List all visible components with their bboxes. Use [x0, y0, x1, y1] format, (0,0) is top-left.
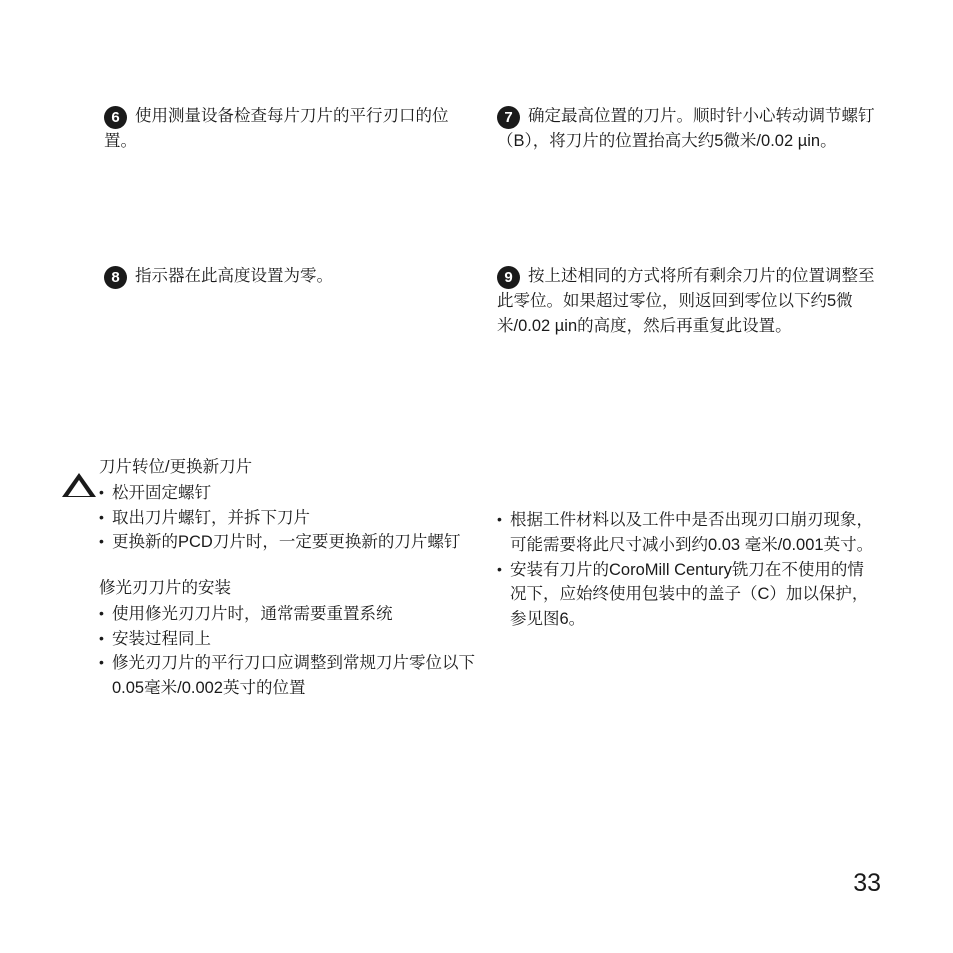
list-item: • 安装有刀片的CoroMill Century铣刀在不使用的情况下，应始终使用包装中的盖子（C）加以保护，参见图6。	[497, 558, 877, 632]
step-number-badge: 7	[497, 106, 520, 129]
step-text: 按上述相同的方式将所有剩余刀片的位置调整至此零位。如果超过零位，则返回到零位以下约5微米/0.02 µin的高度，然后再重复此设置。	[497, 267, 875, 336]
warning-bullet-list-1	[99, 481, 482, 555]
list-item: • 取出刀片螺钉，并拆下刀片	[99, 506, 482, 531]
step-text: 确定最高位置的刀片。顺时针小心转动调节螺钉（B），将刀片的位置抬高大约5微米/0.02 µin。	[497, 107, 875, 151]
step-text: 指示器在此高度设置为零。	[135, 267, 333, 285]
list-item: • 更换新的PCD刀片时，一定要更换新的刀片螺钉	[99, 530, 482, 555]
list-item: • 修光刃刀片的平行刀口应调整到常规刀片零位以下0.05毫米/0.002英寸的位置	[99, 651, 482, 701]
step-item-8	[104, 264, 474, 289]
right-bullet-list	[497, 508, 877, 632]
warning-bullet-list-2	[99, 602, 482, 701]
warning-heading-2: 修光刃刀片的安装	[99, 579, 231, 597]
list-item: • 使用修光刃刀片时，通常需要重置系统	[99, 602, 482, 627]
step-item-6	[104, 104, 474, 154]
warning-section	[62, 455, 482, 701]
step-text: 使用测量设备检查每片刀片的平行刃口的位置。	[104, 107, 449, 151]
step-item-7	[497, 104, 875, 154]
list-item: • 安装过程同上	[99, 627, 482, 652]
right-column-notes	[497, 508, 877, 632]
warning-body	[99, 455, 482, 701]
step-item-9	[497, 264, 875, 339]
list-item: • 松开固定螺钉	[99, 481, 482, 506]
step-number-badge: 8	[104, 266, 127, 289]
step-number-badge: 9	[497, 266, 520, 289]
step-number-badge: 6	[104, 106, 127, 129]
warning-heading-1: 刀片转位/更换新刀片	[99, 458, 253, 476]
page-number: 33	[853, 869, 881, 897]
warning-triangle-inner	[68, 480, 90, 496]
section-spacer	[99, 555, 482, 576]
list-item: • 根据工件材料以及工件中是否出现刃口崩刃现象，可能需要将此尺寸减小到约0.03 毫米/0.001英寸。	[497, 508, 877, 558]
